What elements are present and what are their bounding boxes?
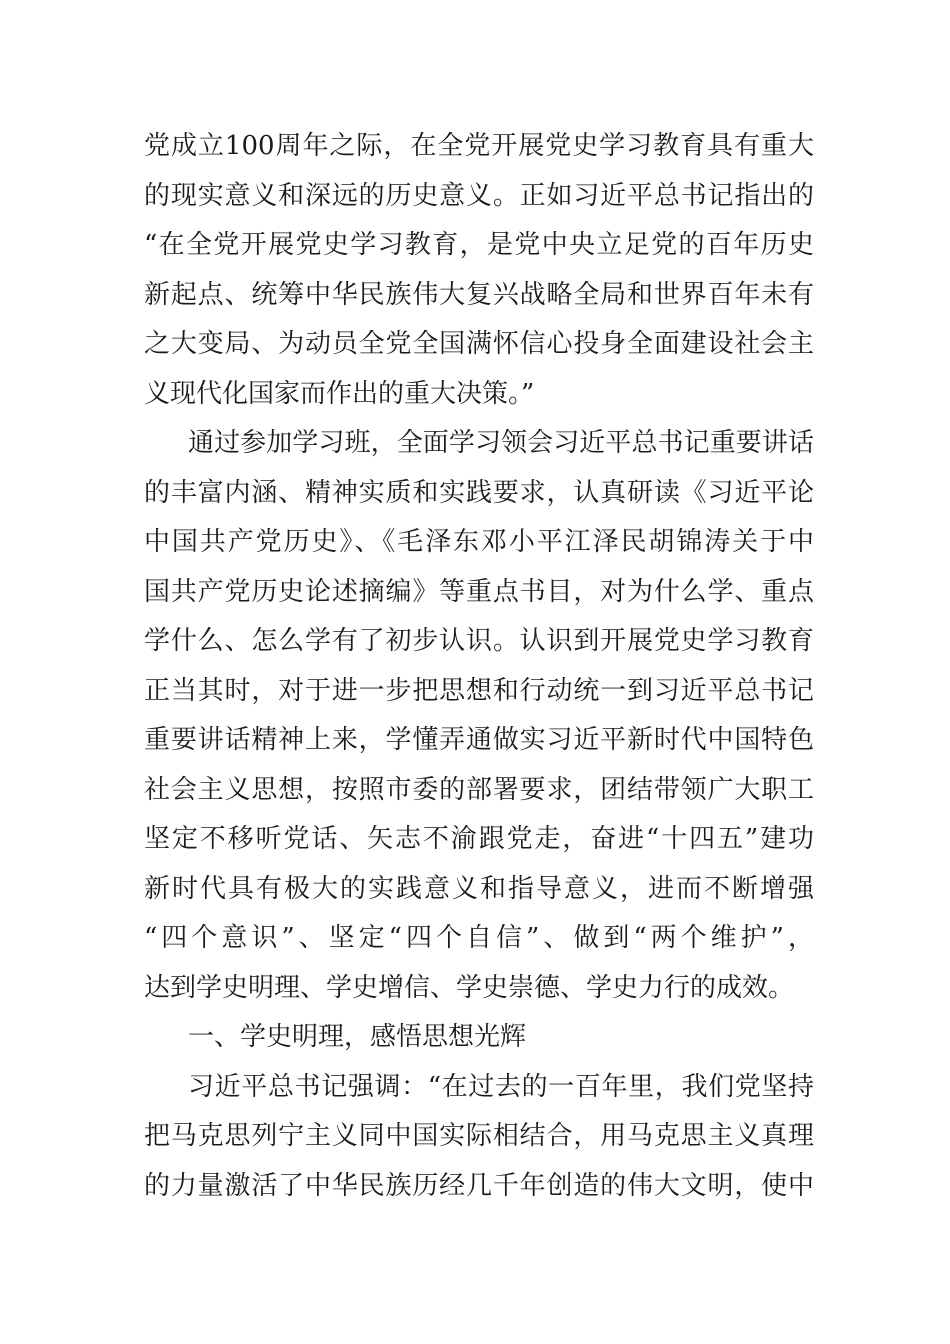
text-line: 坚定不移听党话、矢志不渝跟党走，奋进“十四五”建功: [144, 824, 814, 854]
text-line: 党成立100周年之际，在全党开展党史学习教育具有重大: [144, 131, 814, 161]
text-line: 通过参加学习班，全面学习领会习近平总书记重要讲话: [188, 428, 814, 458]
text-line: 正当其时，对于进一步把思想和行动统一到习近平总书记: [144, 675, 814, 706]
text-line: 的丰富内涵、精神实质和实践要求，认真研读《习近平论: [144, 477, 814, 508]
text-line: 社会主义思想，按照市委的部署要求，团结带领广大职工: [144, 774, 814, 805]
document-body: [144, 122, 814, 1211]
text-line: 的力量激活了中华民族历经几千年创造的伟大文明，使中: [144, 1170, 814, 1201]
section-heading: 一、学史明理，感悟思想光辉: [188, 1022, 527, 1052]
text-line: 达到学史明理、学史增信、学史崇德、学史力行的成效。: [144, 972, 795, 1003]
text-line: 义现代化国家而作出的重大决策。”: [144, 378, 535, 409]
text-line: 国共产党历史论述摘编》等重点书目，对为什么学、重点: [144, 576, 814, 607]
text-line: 重要讲话精神上来，学懂弄通做实习近平新时代中国特色: [144, 725, 814, 755]
text-line: 习近平总书记强调：“在过去的一百年里，我们党坚持: [188, 1071, 814, 1102]
text-line: “四个意识”、坚定“四个自信”、做到“两个维护”，: [144, 923, 814, 953]
text-line: “在全党开展党史学习教育，是党中央立足党的百年历史: [144, 230, 814, 260]
text-line: 的现实意义和深远的历史意义。正如习近平总书记指出的: [144, 180, 814, 211]
text-line: 把马克思列宁主义同中国实际相结合，用马克思主义真理: [144, 1121, 814, 1151]
text-line: 新时代具有极大的实践意义和指导意义，进而不断增强: [144, 873, 814, 904]
text-line: 新起点、统筹中华民族伟大复兴战略全局和世界百年未有: [144, 279, 814, 310]
text-line: 学什么、怎么学有了初步认识。认识到开展党史学习教育: [144, 626, 814, 656]
text-line: 中国共产党历史》、《毛泽东邓小平江泽民胡锦涛关于中: [144, 527, 814, 557]
text-line: 之大变局、为动员全党全国满怀信心投身全面建设社会主: [144, 329, 814, 359]
